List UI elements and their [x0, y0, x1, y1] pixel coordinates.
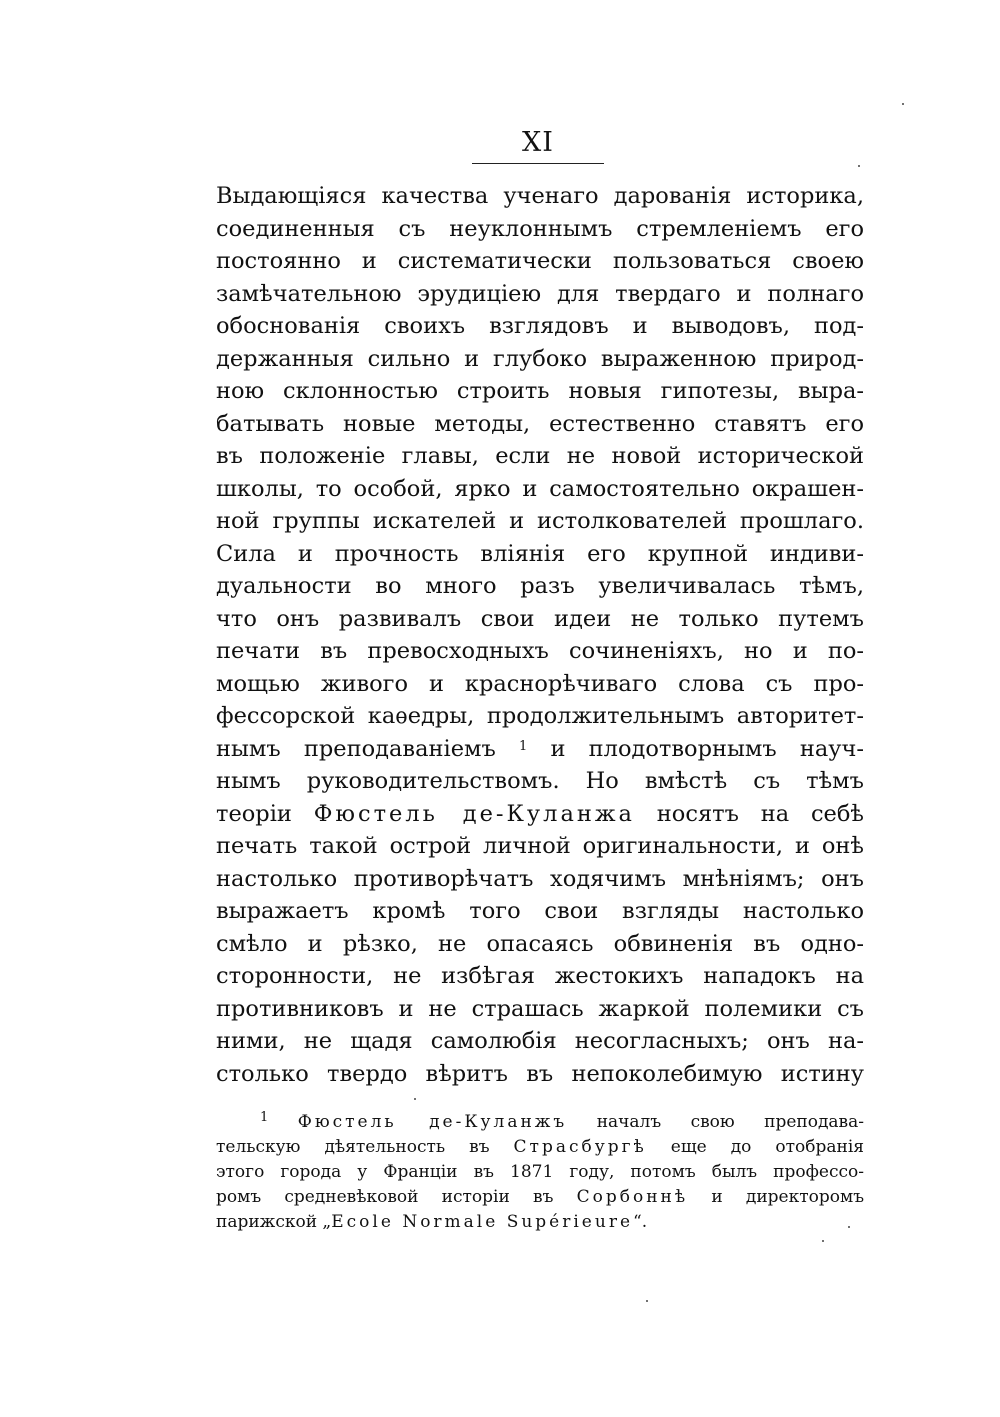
body-line: ной группы искателей и истолкователей прошлаго.: [216, 508, 864, 534]
footnote-marker: 1: [260, 1110, 269, 1125]
body-line: смѣло и рѣзко, не опасаясь обвиненія въ одно-: [216, 930, 864, 957]
scan-speck: [848, 1226, 850, 1228]
footnote-school: Ecole Normale Supérieure: [331, 1212, 634, 1232]
footnote-place: Сорбоннѣ: [576, 1187, 689, 1207]
body-line: школы, то особой, ярко и самостоятельно окрашен-: [216, 475, 864, 502]
line-text: началъ свою преподава-: [596, 1112, 864, 1132]
body-line: настолько противорѣчатъ ходячимъ мнѣніямъ; онъ: [216, 865, 864, 892]
line-text: нымъ преподаваніемъ: [216, 735, 496, 762]
page-number-rule: [472, 163, 604, 164]
body-line: Выдающіяся качества ученаго дарованія историка,: [216, 183, 864, 209]
footnote-line: [216, 1185, 864, 1210]
line-text: ромъ средневѣковой исторіи въ: [216, 1187, 554, 1207]
body-line: мощью живого и краснорѣчиваго слова съ про-: [216, 670, 864, 697]
body-line: соединенныя съ неуклоннымъ стремленіемъ его: [216, 215, 864, 242]
body-line: Сила и прочность вліянія его крупной индиви-: [216, 540, 864, 567]
scan-speck: [414, 1098, 416, 1100]
body-line: печать такой острой личной оригинальности, и онѣ: [216, 833, 864, 859]
body-line: замѣчательною эрудиціею для твердаго и полнаго: [216, 280, 864, 307]
line-text: “.: [633, 1212, 648, 1232]
line-text: и плодотворнымъ науч-: [550, 735, 864, 762]
body-line: ною склонностью строить новыя гипотезы, выра-: [216, 378, 864, 404]
body-line: противниковъ и не страшась жаркой полемики съ: [216, 995, 864, 1022]
body-line: сторонности, не избѣгая жестокихъ нападокъ на: [216, 963, 864, 989]
body-line: обоснованія своихъ взглядовъ и выводовъ, под-: [216, 313, 864, 339]
page-number: XI: [522, 127, 554, 158]
body-line: ними, не щадя самолюбія несогласныхъ; онъ на-: [216, 1028, 864, 1054]
body-line: выражаетъ кромѣ того свои взгляды настолько: [216, 898, 864, 924]
footnote-line: [216, 1110, 864, 1135]
line-text: носятъ на себѣ: [656, 800, 864, 827]
scan-speck: [822, 1240, 824, 1242]
footnote-line: [216, 1135, 864, 1160]
body-line: въ положеніе главы, если не новой исторической: [216, 443, 864, 469]
body-line: что онъ развивалъ свои идеи не только путемъ: [216, 605, 864, 632]
body-text: [216, 180, 864, 1090]
body-line: дуальности во много разъ увеличивалась тѣмъ,: [216, 573, 864, 599]
body-line: батывать новые методы, естественно ставятъ его: [216, 410, 864, 437]
footnote: [216, 1110, 864, 1235]
line-text: тельскую дѣятельность въ: [216, 1137, 490, 1157]
body-line: нымъ руководительствомъ. Но вмѣстѣ съ тѣмъ: [216, 768, 864, 794]
line-text: теоріи: [216, 800, 292, 827]
body-line: держанныя сильно и глубоко выраженною природ-: [216, 345, 864, 372]
author-name: Фюстель де-Куланжа: [313, 800, 635, 827]
line-text: парижской „: [216, 1212, 332, 1232]
footnote-author-name: Фюстель де-Куланжъ: [297, 1112, 568, 1132]
body-line: фессорской каѳедры, продолжительнымъ авторитет-: [216, 703, 864, 729]
footnote-city: Страсбургѣ: [513, 1137, 647, 1157]
footnote-ref[interactable]: 1: [519, 738, 528, 754]
scan-speck: [646, 1300, 648, 1302]
footnote-line: этого города у Франціи въ 1871 году, потомъ былъ профессо-: [216, 1162, 864, 1182]
line-text: еще до отобранія: [670, 1137, 864, 1157]
body-line-with-footnote-ref: [216, 733, 864, 766]
line-text: и директоромъ: [711, 1187, 864, 1207]
footnote-line: [216, 1210, 864, 1235]
scan-speck: [858, 165, 860, 167]
body-line: печати въ превосходныхъ сочиненіяхъ, но и по-: [216, 638, 864, 664]
body-line: постоянно и систематически пользоваться своею: [216, 248, 864, 274]
body-line: столько твердо вѣритъ въ непоколебимую истину: [216, 1060, 864, 1087]
scan-speck: [902, 103, 904, 105]
body-line-with-name: [216, 798, 864, 831]
